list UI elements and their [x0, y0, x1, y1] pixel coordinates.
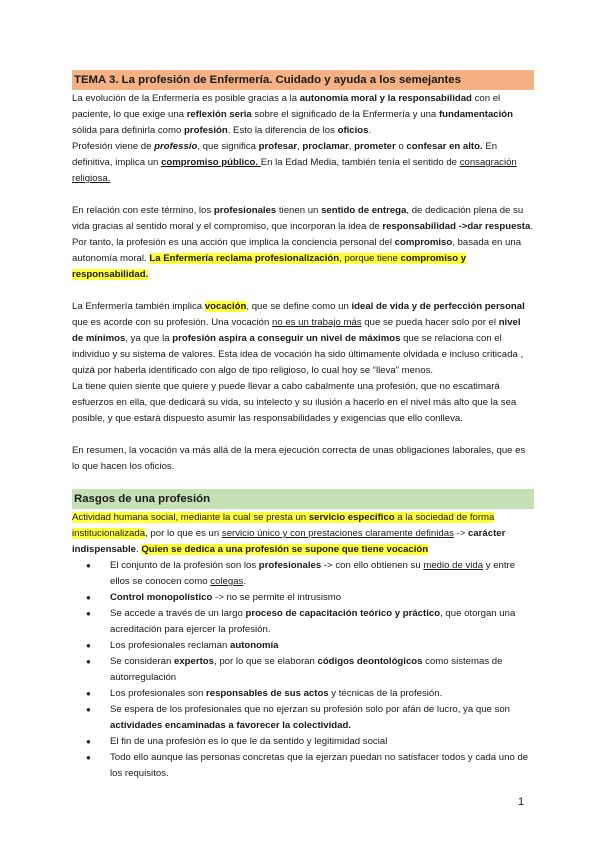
list-item: ● Los profesionales son responsables de sus actos y técnicas de la profesión.: [72, 686, 534, 702]
list-item: ● Los profesionales reclaman autonomía: [72, 638, 534, 654]
document-page: [72, 70, 534, 782]
paragraph-quien-la-tiene: La tiene quien siente que quiere y puede llevar a cabo cabalmente una profesión, que no escatimará esfuerzos en ella, que dedicará su vida, su intelecto y su ilusión a hacerlo en el nivel más alto que la sea posible, y que estará dispuesto asumir las responsabilidades y exigencias que ello conlleva.: [72, 381, 517, 424]
paragraph-actividad-humana: Actividad humana social, mediante la cual se presta un servicio específico a la sociedad de forma institucionalizada, por lo que es un servicio único y con prestaciones claramente definidas -> carácter indispensable. Quien se dedica a una profesión se supone que tiene vocación: [72, 512, 506, 555]
list-item: ● Se espera de los profesionales que no ejerzan su profesión solo por afán de lucro, ya que son actividades encaminadas a favorecer la colectividad.: [72, 702, 534, 734]
paragraph-evolucion: La evolución de la Enfermería es posible gracias a la autonomía moral y la responsabilidad con el paciente, lo que exige una reflexión seria sobre el significado de la Enfermería y una fundamentación sólida para definirla como profesión. Esto la diferencia de los oficios.: [72, 93, 514, 136]
list-item: ● Se consideran expertos, por lo que se elaboran códigos deontológicos como sistemas de autorregulación: [72, 654, 534, 686]
section-heading-tema-3: TEMA 3. La profesión de Enfermería. Cuidado y ayuda a los semejantes: [72, 70, 534, 90]
paragraph-vocacion: La Enfermería también implica vocación, que se define como un ideal de vida y de perfección personal que es acorde con su profesión. Una vocación no es un trabajo más que se pueda hacer solo por el nivel de mínimos, ya que la profesión aspira a conseguir un nivel de máximos que se relaciona con el individuo y su sistema de valores. Esta idea de vocación ha sido últimamente olvidada e incluso criticada , quizá por haberla identificado con algo de tipo religioso, lo cual hoy se “lleva” menos.: [72, 301, 525, 376]
paragraph-profesionales: En relación con este término, los profesionales tienen un sentido de entrega, de dedicación plena de su vida gracias al sentido moral y el compromiso, que incorporan la idea de responsabilidad ->dar respuesta. Por tanto, la profesión es una acción que implica la conciencia personal del compromiso, basada en una autonomía moral. La Enfermería reclama profesionalización, porque tiene compromiso y responsabilidad.: [72, 205, 533, 280]
rasgos-list: [72, 558, 534, 782]
section-heading-rasgos: Rasgos de una profesión: [72, 489, 534, 509]
page-number: 1: [518, 796, 525, 808]
list-item: ● Todo ello aunque las personas concretas que la ejerzan puedan no satisfacer todos y cada uno de los requisitos.: [72, 750, 534, 782]
paragraph-professio: Profesión viene de professio, que significa profesar, proclamar, prometer o confesar en alto. En definitiva, implica un compromiso público. En la Edad Media, también tenía el sentido de consagración religiosa.: [72, 141, 517, 184]
list-item: ● El conjunto de la profesión son los profesionales -> con ello obtienen su medio de vida y entre ellos se conocen como colegas.: [72, 558, 534, 590]
list-item: ● Control monopolístico -> no se permite el intrusismo: [72, 590, 534, 606]
paragraph-resumen: En resumen, la vocación va más allá de la mera ejecución correcta de unas obligaciones laborales, que es lo que hacen los oficios.: [72, 445, 526, 472]
list-item: ● El fin de una profesión es lo que le da sentido y legitimidad social: [72, 734, 534, 750]
list-item: ● Se accede a través de un largo proceso de capacitación teórico y práctico, que otorgan una acreditación para ejercer la profesión.: [72, 606, 534, 638]
